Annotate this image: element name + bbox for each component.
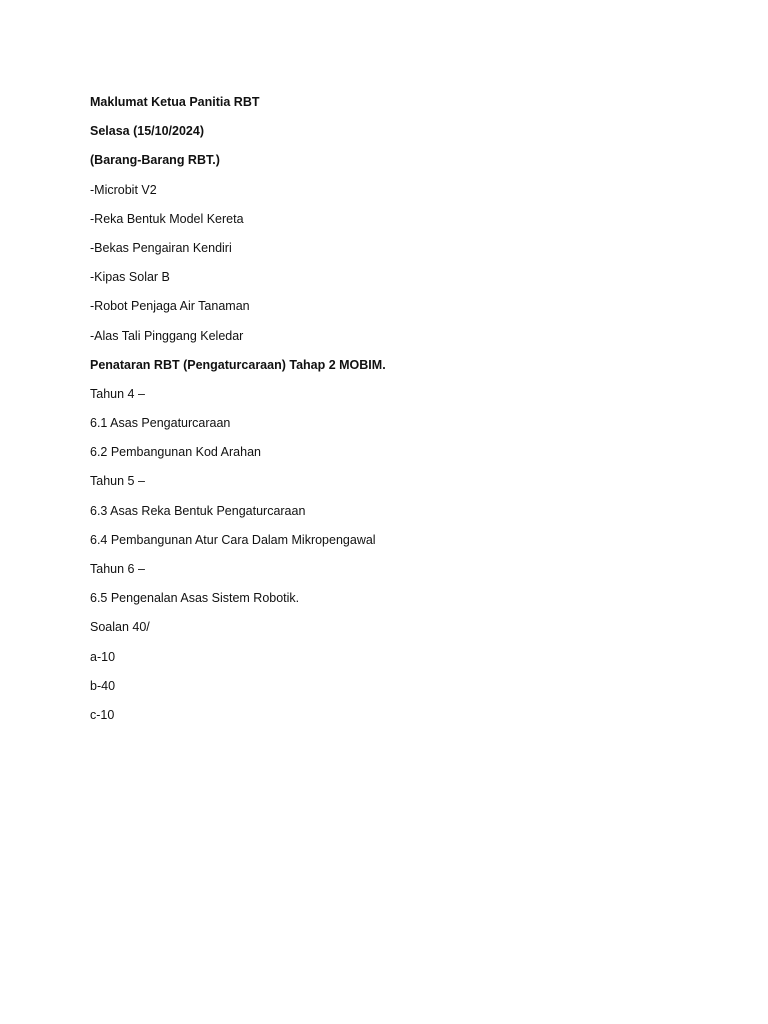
item-line: -Bekas Pengairan Kendiri	[90, 240, 232, 255]
topic-line: 6.4 Pembangunan Atur Cara Dalam Mikropengawal	[90, 532, 376, 547]
question-part-line: a-10	[90, 649, 116, 664]
year-heading: Tahun 6 –	[90, 562, 145, 576]
item-line: -Alas Tali Pinggang Keledar	[90, 328, 244, 343]
item-line: -Microbit V2	[90, 182, 157, 197]
year-heading: Tahun 4 –	[90, 386, 145, 401]
section-heading-programming: Penataran RBT (Pengaturcaraan) Tahap 2 MOBIM.	[90, 357, 386, 372]
item-line: -Kipas Solar B	[90, 270, 170, 285]
topic-line: 6.3 Asas Reka Bentuk Pengaturcaraan	[90, 503, 306, 518]
date-line: Selasa (15/10/2024)	[90, 124, 204, 139]
item-line: -Robot Penjaga Air Tanaman	[90, 299, 250, 314]
topic-line: 6.2 Pembangunan Kod Arahan	[90, 445, 261, 460]
question-total-line: Soalan 40/	[90, 620, 150, 635]
section-heading-items: (Barang-Barang RBT.)	[90, 153, 220, 168]
document-body	[90, 93, 690, 735]
document-title: Maklumat Ketua Panitia RBT	[90, 95, 260, 109]
question-part-line: c-10	[90, 707, 115, 722]
topic-line: 6.5 Pengenalan Asas Sistem Robotik.	[90, 591, 300, 606]
question-part-line: b-40	[90, 678, 116, 693]
year-heading: Tahun 5 –	[90, 474, 145, 489]
topic-line: 6.1 Asas Pengaturcaraan	[90, 416, 231, 431]
item-line: -Reka Bentuk Model Kereta	[90, 211, 244, 226]
